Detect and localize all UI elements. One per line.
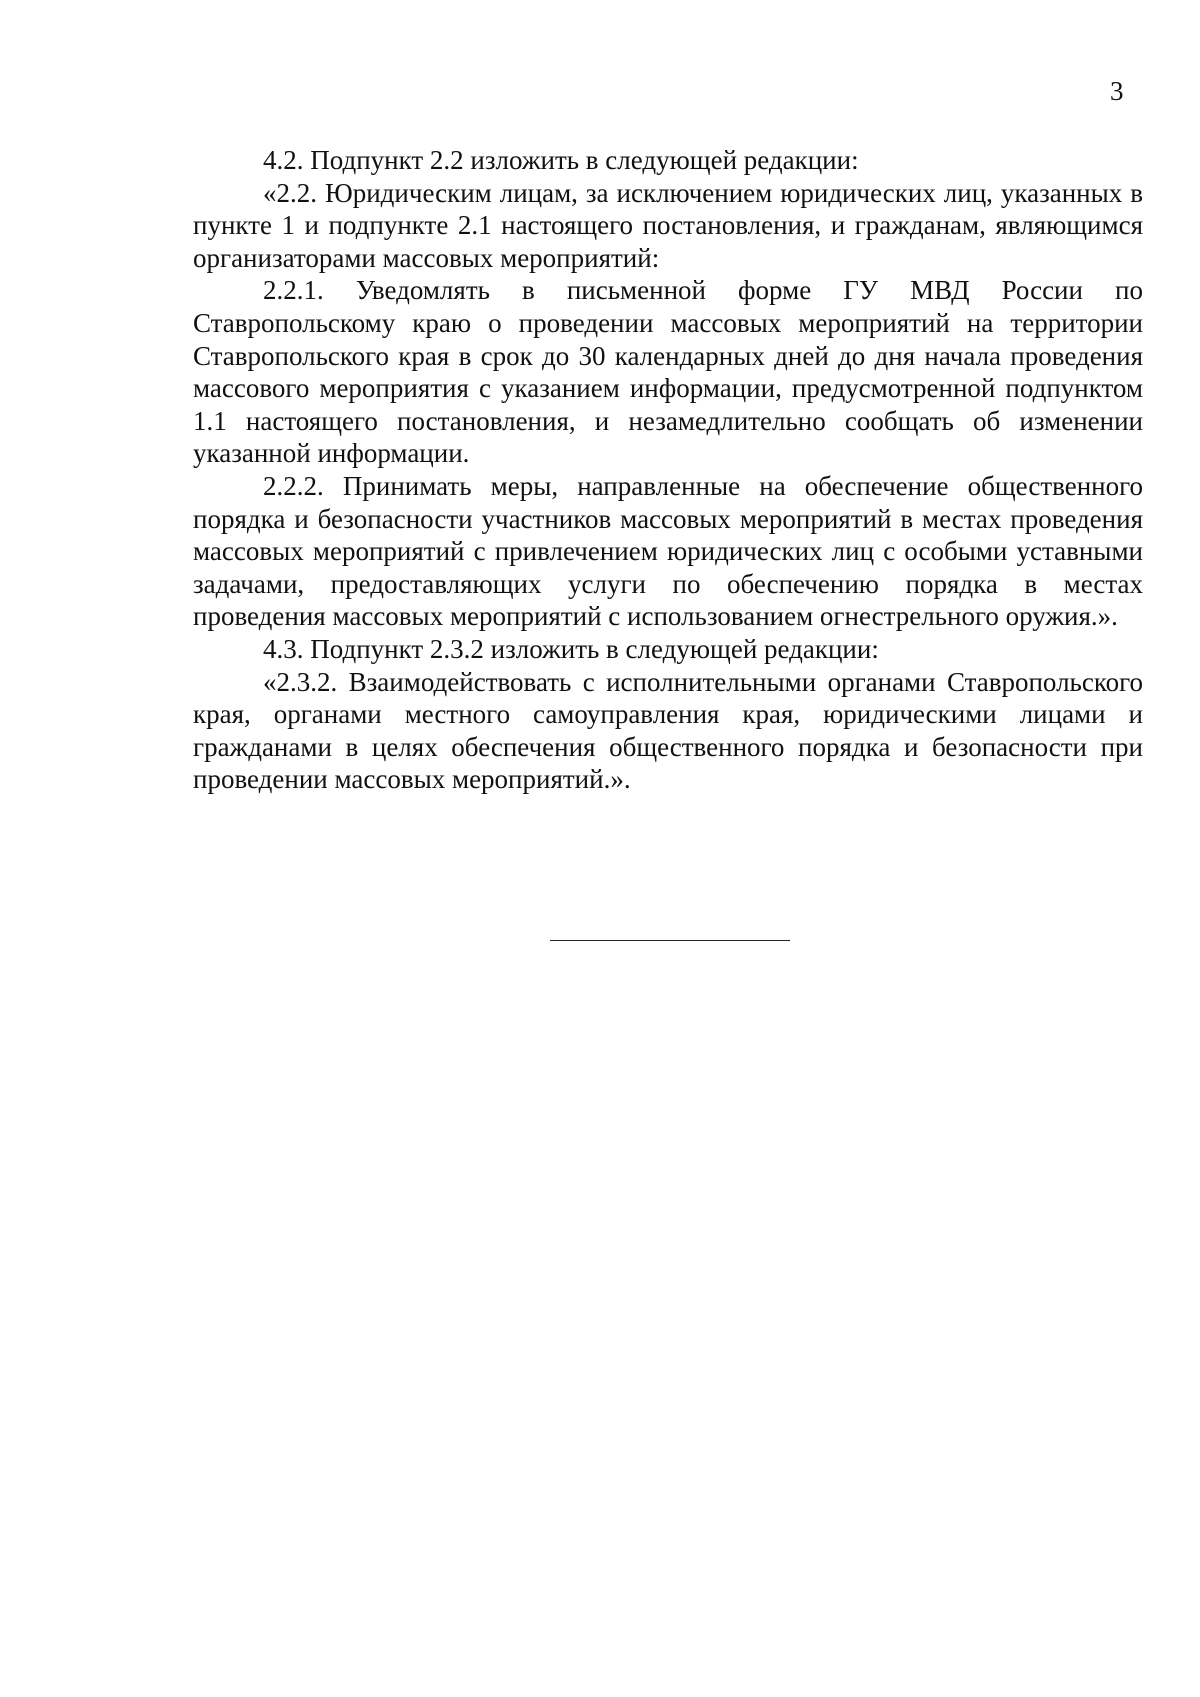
page-number: 3	[1110, 76, 1124, 106]
document-body	[193, 144, 1143, 796]
closing-rule-divider	[550, 940, 790, 941]
paragraph-4-2: 4.2. Подпункт 2.2 изложить в следующей редакции:	[263, 145, 859, 175]
paragraph-4-3: 4.3. Подпункт 2.3.2 изложить в следующей редакции:	[263, 633, 879, 664]
paragraph-2-2: «2.2. Юридическим лицам, за исключением юридических лиц, указанных в пункте 1 и подпункте 2.1 настоящего постановления, и гражданам, являющимся организаторами массовых мероприятий:	[193, 177, 1143, 273]
paragraph-2-3-2: «2.3.2. Взаимодействовать с исполнительными органами Ставропольского края, органами местного самоуправления края, юридическими лицами и гражданами в целях обеспечения общественного порядка и безопасности при проведении массовых мероприятий.».	[193, 666, 1143, 795]
paragraph-2-2-1: 2.2.1. Уведомлять в письменной форме ГУ МВД России по Ставропольскому краю о проведении массовых мероприятий на территории Ставропольского края в срок до 30 календарных дней до дня начала проведения массового мероприятия с указанием информации, предусмотренной подпунктом 1.1 настоящего постановления, и незамедлительно сообщать об изменении указанной информации.	[193, 275, 1143, 469]
paragraph-2-2-2: 2.2.2. Принимать меры, направленные на обеспечение общественного порядка и безопасности участников массовых мероприятий в местах проведения массовых мероприятий с привлечением юридических лиц с особыми уставными задачами, предоставляющих услуги по обеспечению порядка в местах проведения массовых мероприятий с использованием огнестрельного оружия.».	[193, 470, 1143, 632]
